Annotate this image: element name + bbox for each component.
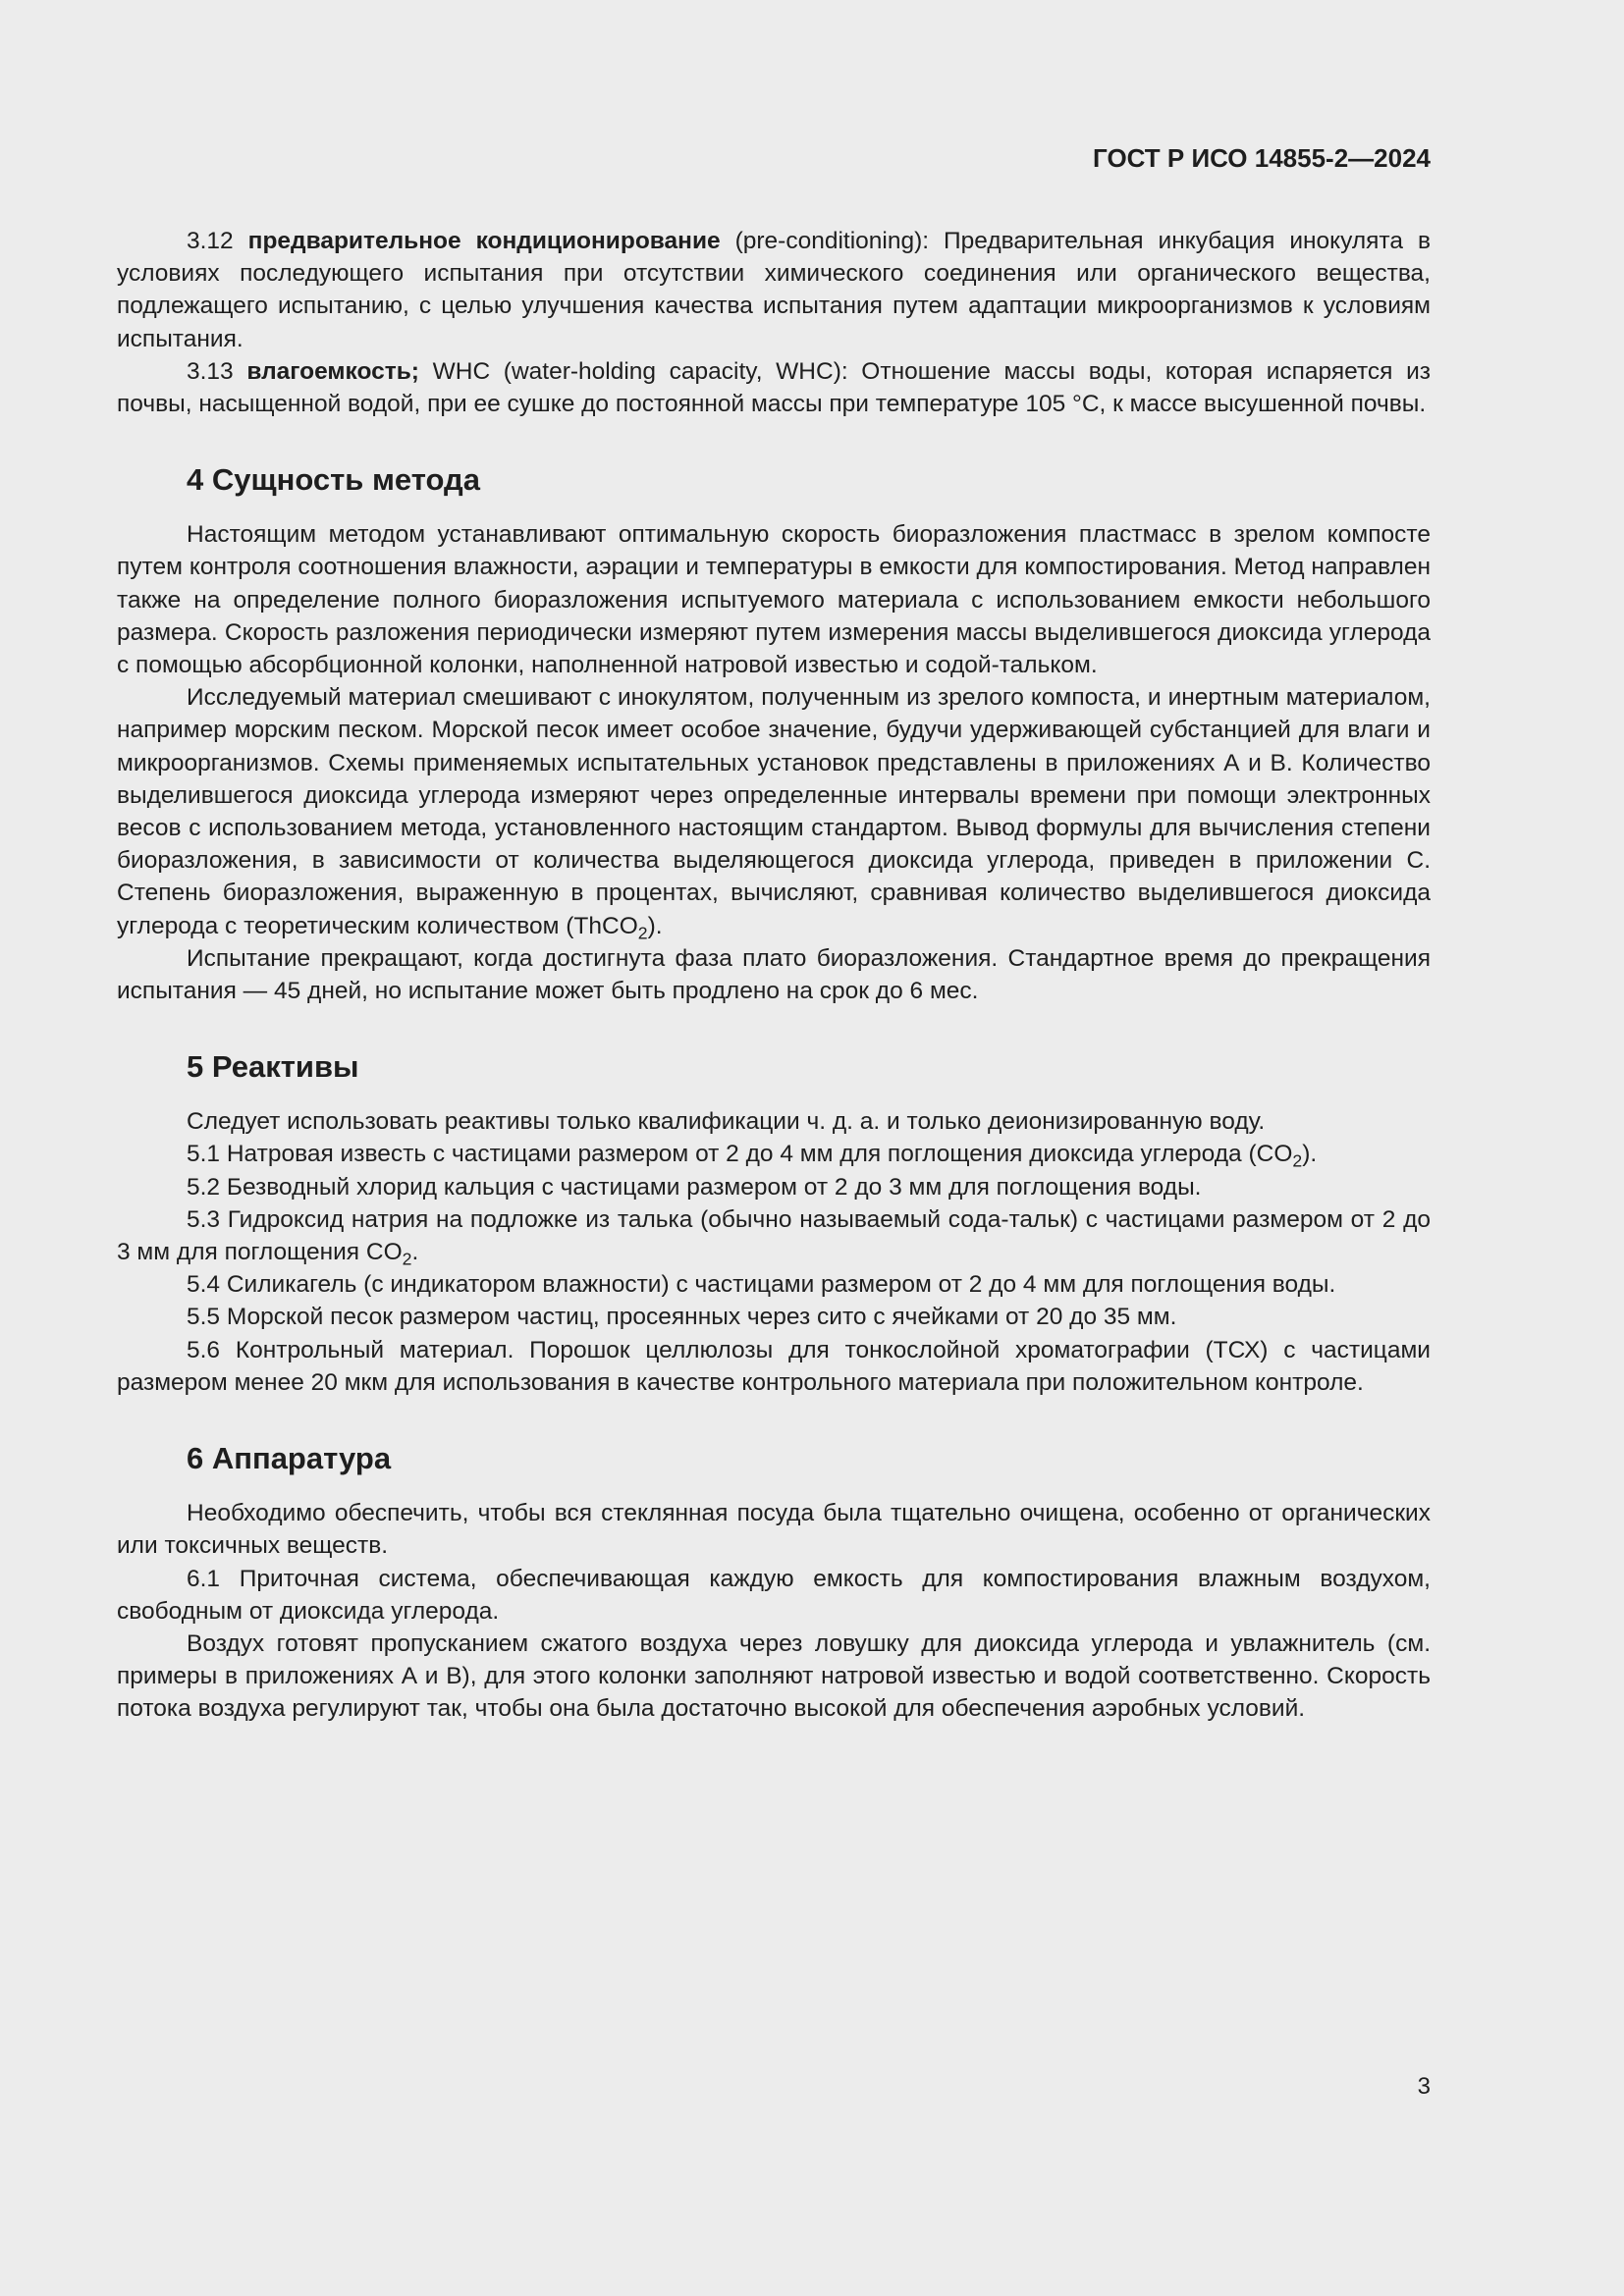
definition-term: предварительное кондиционирование <box>247 228 721 254</box>
list-item: 5.5 Морской песок размером частиц, просеянных через сито с ячейками от 20 до 35 мм. <box>187 1304 1177 1331</box>
list-item-text: ). <box>1302 1141 1318 1168</box>
section-heading-6: 6 Аппаратура <box>187 1441 392 1476</box>
list-item: 5.6 Контрольный материал. Порошок целлюлозы для тонкослойной хроматографии (ТСХ) с частицами размером менее 20 мкм для использования в качестве контрольного материала при положительном контроле. <box>117 1336 1431 1396</box>
definition-number: 3.13 <box>187 357 234 385</box>
paragraph: Следует использовать реактивы только квалификации ч. д. а. и только деионизированную воду. <box>187 1108 1266 1136</box>
definition-term: влагоемкость; <box>246 357 419 385</box>
paragraph-text: Исследуемый материал смешивают с инокулятом, полученным из зрелого компоста, и инертным материалом, например морским песком. Морской песок имеет особое значение, будучи удерживающей субстанцией для влаги и микроорганизмов. Схемы применяемых испытательных установок представлены в приложениях А и В. Количество выделившегося диоксида углерода измеряют через определенные интервалы времени при помощи электронных весов с использованием метода, установленного настоящим стандартом. Вывод формулы для вычисления степени биоразложения, в зависимости от количества выделяющегося диоксида углерода, приведен в приложении С. Степень биоразложения, выраженную в процентах, вычисляют, сравнивая количество выделившегося диоксида углерода с теоретическим количеством (ThCO <box>117 684 1431 939</box>
definition-text: WHC (water-holding capacity, WHC): Отношение массы воды, которая испаряется из почвы, насыщенной водой, при ее сушке до постоянной массы при температуре 105 °C, к массе высушенной почвы. <box>117 357 1431 418</box>
definition-3-12 <box>117 225 1431 355</box>
list-item-text: . <box>411 1239 419 1266</box>
paragraph: Воздух готовят пропусканием сжатого воздуха через ловушку для диоксида углерода и увлажнитель (см. примеры в приложениях А и В), для этого колонки заполняют натровой известью и водой соответственно. Скорость потока воздуха регулируют так, чтобы она была достаточно высокой для обеспечения аэробных условий. <box>117 1629 1431 1723</box>
subscript: 2 <box>402 1249 412 1269</box>
paragraph: Настоящим методом устанавливают оптимальную скорость биоразложения пластмасс в зрелом компосте путем контроля соотношения влажности, аэрации и температуры в емкости для компостирования. Метод направлен также на определение полного биоразложения испытуемого материала с использованием емкости небольшого размера. Скорость разложения периодически измеряют путем измерения массы выделившегося диоксида углерода с помощью абсорбционной колонки, наполненной натровой известью и содой-тальком. <box>117 521 1431 679</box>
list-item-text: 5.3 Гидроксид натрия на подложке из талька (обычно называемый сода-тальк) с частицами размером от 2 до 3 мм для поглощения CO <box>117 1205 1431 1266</box>
definition-text: (pre-conditioning): Предварительная инкубация инокулята в условиях последующего испытания при отсутствии химического соединения или органического вещества, подлежащего испытанию, с целью улучшения качества испытания путем адаптации микроорганизмов к условиям испытания. <box>117 228 1431 352</box>
subscript: 2 <box>1292 1150 1303 1171</box>
definition-3-13 <box>117 355 1431 420</box>
page-number: 3 <box>1417 2073 1431 2100</box>
list-item: 5.4 Силикагель (с индикатором влажности) с частицами размером от 2 до 4 мм для поглощения воды. <box>187 1271 1336 1299</box>
list-item <box>117 1138 1431 1170</box>
list-item-text: 5.1 Натровая известь с частицами размером от 2 до 4 мм для поглощения диоксида углерода (CO <box>187 1141 1293 1168</box>
subscript: 2 <box>637 922 648 942</box>
page-body <box>117 0 1431 1726</box>
paragraph <box>117 681 1431 942</box>
paragraph: Необходимо обеспечить, чтобы вся стеклянная посуда была тщательно очищена, особенно от органических или токсичных веществ. <box>117 1500 1431 1560</box>
list-item: 5.2 Безводный хлорид кальция с частицами размером от 2 до 3 мм для поглощения воды. <box>187 1173 1202 1201</box>
list-item: 6.1 Приточная система, обеспечивающая каждую емкость для компостирования влажным воздухом, свободным от диоксида углерода. <box>117 1565 1431 1625</box>
list-item <box>117 1203 1431 1268</box>
section-heading-4: 4 Сущность метода <box>187 462 480 498</box>
definition-number: 3.12 <box>187 228 234 254</box>
section-heading-5: 5 Реактивы <box>187 1049 359 1085</box>
paragraph-text: ). <box>647 912 663 939</box>
standard-code-header: ГОСТ Р ИСО 14855-2—2024 <box>1093 143 1431 173</box>
paragraph: Испытание прекращают, когда достигнута фаза плато биоразложения. Стандартное время до прекращения испытания — 45 дней, но испытание может быть продлено на срок до 6 мес. <box>117 944 1431 1005</box>
